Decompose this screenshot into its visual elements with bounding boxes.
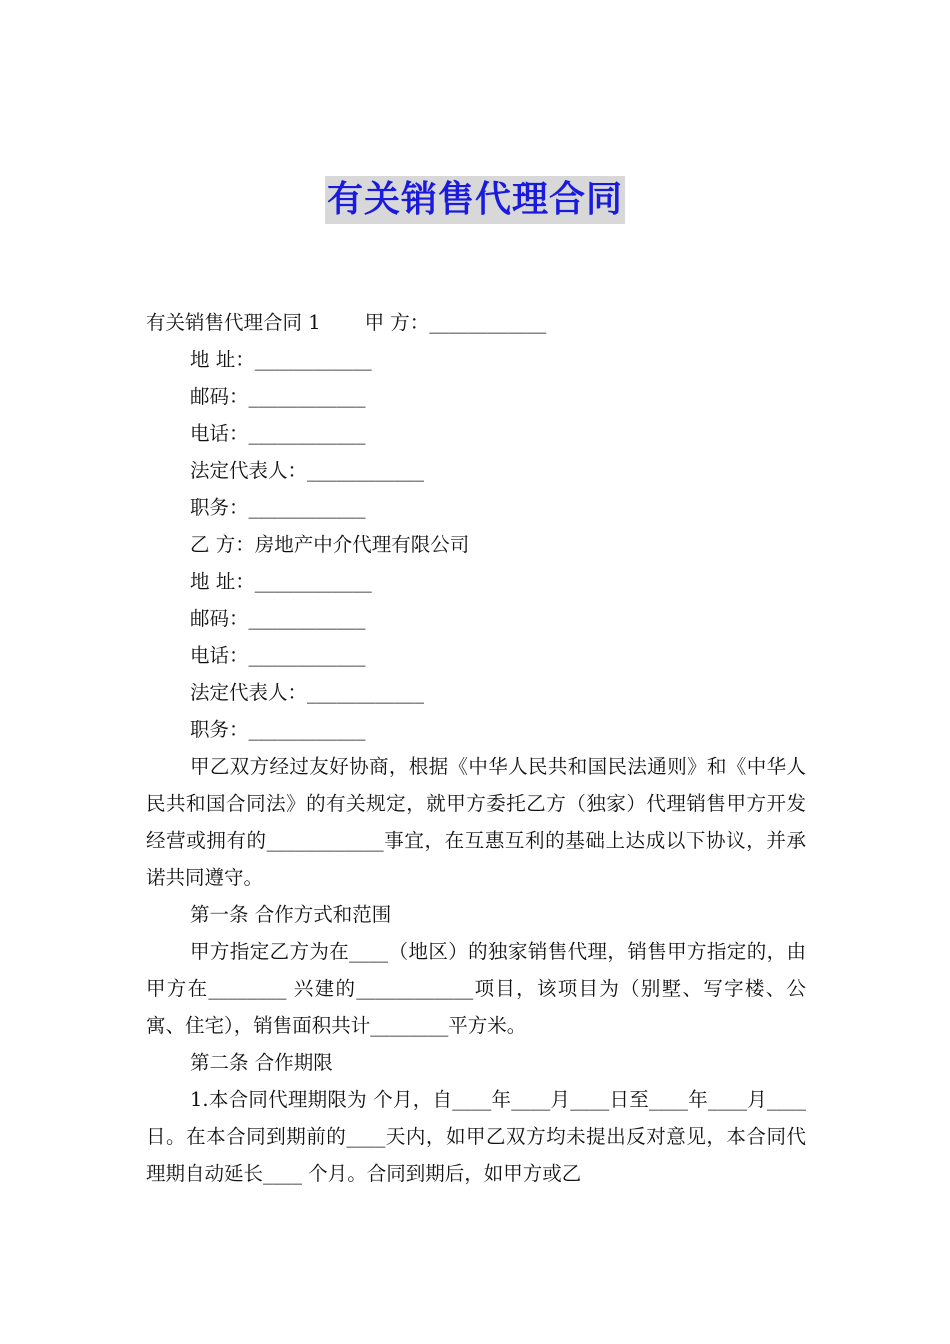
party-b-position: 职务：____________ — [190, 718, 366, 741]
party-a-legal-rep: 法定代表人：____________ — [190, 459, 425, 482]
party-b-postcode: 邮码：____________ — [190, 607, 366, 630]
party-a-phone: 电话：____________ — [190, 422, 366, 445]
document-body — [146, 304, 806, 1192]
preamble-paragraph: 甲乙双方经过友好协商，根据《中华人民共和国民法通则》和《中华人民共和国合同法》的有关规定，就甲方委托乙方（独家）代理销售甲方开发经营或拥有的____________事宜，在互惠互利的基础上达成以下协议，并承诺共同遵守。 — [146, 755, 806, 889]
title-wrap — [0, 176, 950, 224]
party-b-phone: 电话：____________ — [190, 644, 366, 667]
party-a-postcode: 邮码：____________ — [190, 385, 366, 408]
contract-name: 有关销售代理合同 1 — [146, 311, 321, 334]
article2-heading: 第二条 合作期限 — [190, 1051, 333, 1074]
party-b-name: 乙 方：房地产中介代理有限公司 — [190, 533, 470, 556]
party-a-label: 甲 方：____________ — [364, 311, 547, 334]
party-b-legal-rep: 法定代表人：____________ — [190, 681, 425, 704]
document-title: 有关销售代理合同 — [325, 176, 625, 224]
header-line — [146, 304, 806, 341]
article1-heading: 第一条 合作方式和范围 — [190, 903, 392, 926]
party-a-address: 地 址：____________ — [190, 348, 372, 371]
party-a-position: 职务：____________ — [190, 496, 366, 519]
article1-body: 甲方指定乙方为在____（地区）的独家销售代理，销售甲方指定的，由甲方在________ 兴建的____________项目，该项目为（别墅、写字楼、公寓、住宅），销售面积共计________平方米。 — [146, 940, 806, 1037]
article2-body: 1.本合同代理期限为 个月，自____年____月____日至____年____月____日。在本合同到期前的____天内，如甲乙双方均未提出反对意见，本合同代理期自动延长____ 个月。合同到期后，如甲方或乙 — [146, 1088, 806, 1185]
party-b-address: 地 址：____________ — [190, 570, 372, 593]
